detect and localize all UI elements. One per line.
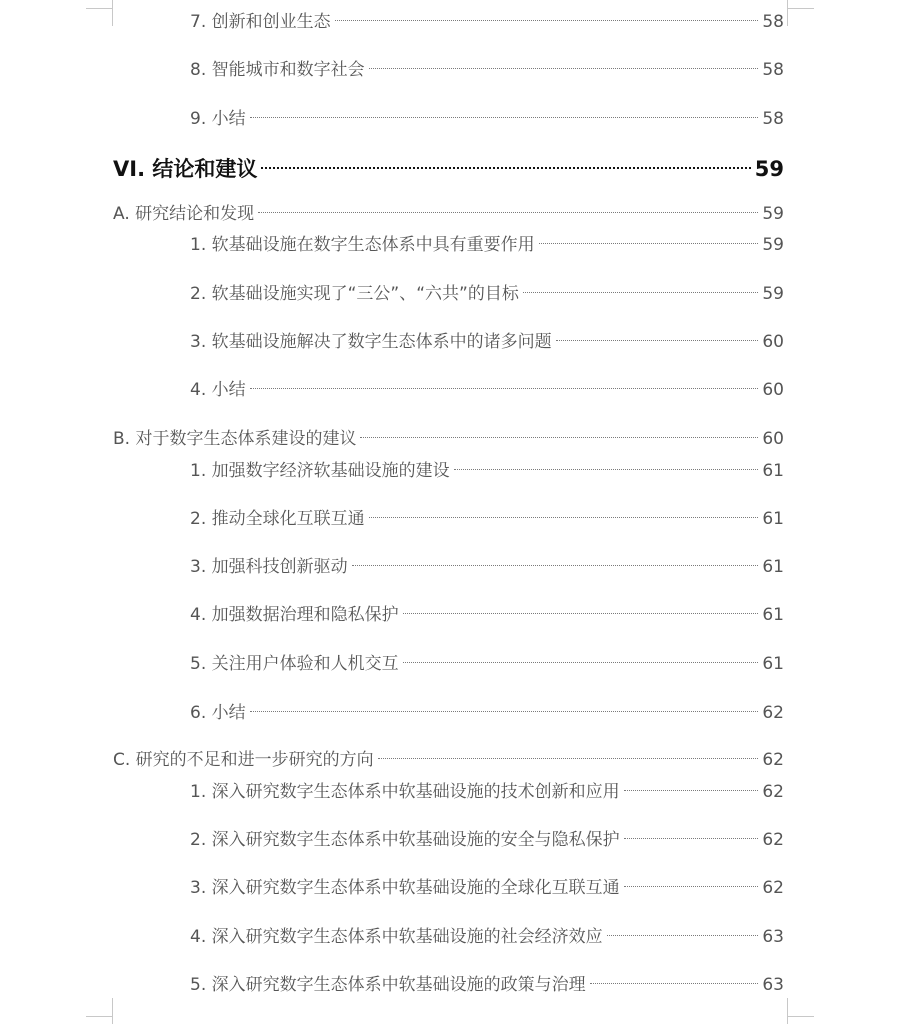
toc-entry-page: 60 [762,429,784,449]
toc-entry-label: 1. 加强数字经济软基础设施的建设 [190,461,450,481]
toc-entry-page: 58 [762,12,784,32]
toc-entry[interactable] [190,458,784,484]
dot-leader [369,68,759,69]
dot-leader [624,790,759,791]
toc-entry-page: 61 [762,557,784,577]
dot-leader [360,437,758,438]
crop-mark [86,8,112,9]
dot-leader [454,469,759,470]
toc-entry-label: 5. 深入研究数字生态体系中软基础设施的政策与治理 [190,975,586,995]
toc-entry[interactable] [190,9,784,35]
dot-leader [590,983,759,984]
toc-entry-page: 62 [762,782,784,802]
toc-entry-page: 59 [762,284,784,304]
toc-entry-label: 4. 小结 [190,380,246,400]
dot-leader [250,711,759,712]
toc-entry-page: 61 [762,654,784,674]
toc-entry-page: 62 [762,750,784,770]
toc-entry-page: 60 [762,380,784,400]
toc-entry[interactable] [190,329,784,355]
dot-leader [250,117,759,118]
toc-entry-page: 58 [762,60,784,80]
toc-entry[interactable] [190,924,784,950]
dot-leader [539,243,759,244]
toc-entry[interactable] [190,377,784,403]
toc-entry-label: VI. 结论和建议 [113,157,258,181]
toc-entry-label: 6. 小结 [190,703,246,723]
toc-entry-page: 61 [762,509,784,529]
toc-entry-label: 3. 软基础设施解决了数字生态体系中的诸多问题 [190,332,552,352]
dot-leader [335,20,759,21]
toc-entry-label: 7. 创新和创业生态 [190,12,331,32]
toc-entry[interactable] [190,779,784,805]
crop-mark [86,1016,112,1017]
toc-entry[interactable] [190,875,784,901]
dot-leader [624,838,759,839]
dot-leader [258,212,758,213]
dot-leader [261,167,750,169]
toc-entry-label: C. 研究的不足和进一步研究的方向 [113,750,374,770]
toc-entry-page: 60 [762,332,784,352]
dot-leader [624,886,759,887]
crop-mark [112,0,113,26]
toc-entry-label: 1. 软基础设施在数字生态体系中具有重要作用 [190,235,535,255]
dot-leader [523,292,759,293]
toc-entry-page: 63 [762,927,784,947]
toc-entry[interactable] [190,827,784,853]
toc-entry-page: 62 [762,830,784,850]
dot-leader [369,517,759,518]
toc-entry[interactable] [190,106,784,132]
toc-entry-label: 5. 关注用户体验和人机交互 [190,654,399,674]
toc-section-entry[interactable] [113,426,784,452]
dot-leader [403,662,759,663]
toc-entry-label: B. 对于数字生态体系建设的建议 [113,429,357,449]
toc-entry-label: 1. 深入研究数字生态体系中软基础设施的技术创新和应用 [190,782,620,802]
toc-entry[interactable] [190,57,784,83]
toc-entry[interactable] [190,232,784,258]
toc-entry[interactable] [190,602,784,628]
toc-entry-label: 2. 软基础设施实现了“三公”、“六共”的目标 [190,284,519,304]
dot-leader [556,340,759,341]
toc-entry-label: 3. 深入研究数字生态体系中软基础设施的全球化互联互通 [190,878,620,898]
crop-mark [787,998,788,1024]
toc-entry-page: 61 [762,605,784,625]
toc-entry-label: A. 研究结论和发现 [113,204,255,224]
dot-leader [403,613,759,614]
toc-entry[interactable] [190,972,784,998]
toc-entry-page: 62 [762,878,784,898]
crop-mark [788,1016,814,1017]
toc-entry-page: 59 [762,204,784,224]
dot-leader [250,388,759,389]
dot-leader [607,935,759,936]
toc-entry[interactable] [190,554,784,580]
toc-entry-page: 62 [762,703,784,723]
toc-entry-page: 63 [762,975,784,995]
toc-entry-page: 59 [754,157,784,181]
toc-section-entry[interactable] [113,747,784,773]
toc-entry-label: 4. 加强数据治理和隐私保护 [190,605,399,625]
toc-entry-label: 8. 智能城市和数字社会 [190,60,365,80]
toc-entry[interactable] [190,281,784,307]
toc-section-entry[interactable] [113,201,784,227]
crop-mark [788,8,814,9]
toc-entry[interactable] [190,651,784,677]
dot-leader [378,758,759,759]
crop-mark [112,998,113,1024]
toc-entry-page: 58 [762,109,784,129]
toc-entry-label: 4. 深入研究数字生态体系中软基础设施的社会经济效应 [190,927,603,947]
toc-entry-page: 61 [762,461,784,481]
toc-entry-label: 2. 推动全球化互联互通 [190,509,365,529]
toc-entry-page: 59 [762,235,784,255]
toc-entry[interactable] [190,506,784,532]
toc-entry-label: 2. 深入研究数字生态体系中软基础设施的安全与隐私保护 [190,830,620,850]
toc-entry-label: 9. 小结 [190,109,246,129]
toc-chapter-entry[interactable] [113,154,784,184]
toc-entry-label: 3. 加强科技创新驱动 [190,557,348,577]
dot-leader [352,565,759,566]
crop-mark [787,0,788,26]
toc-entry[interactable] [190,700,784,726]
